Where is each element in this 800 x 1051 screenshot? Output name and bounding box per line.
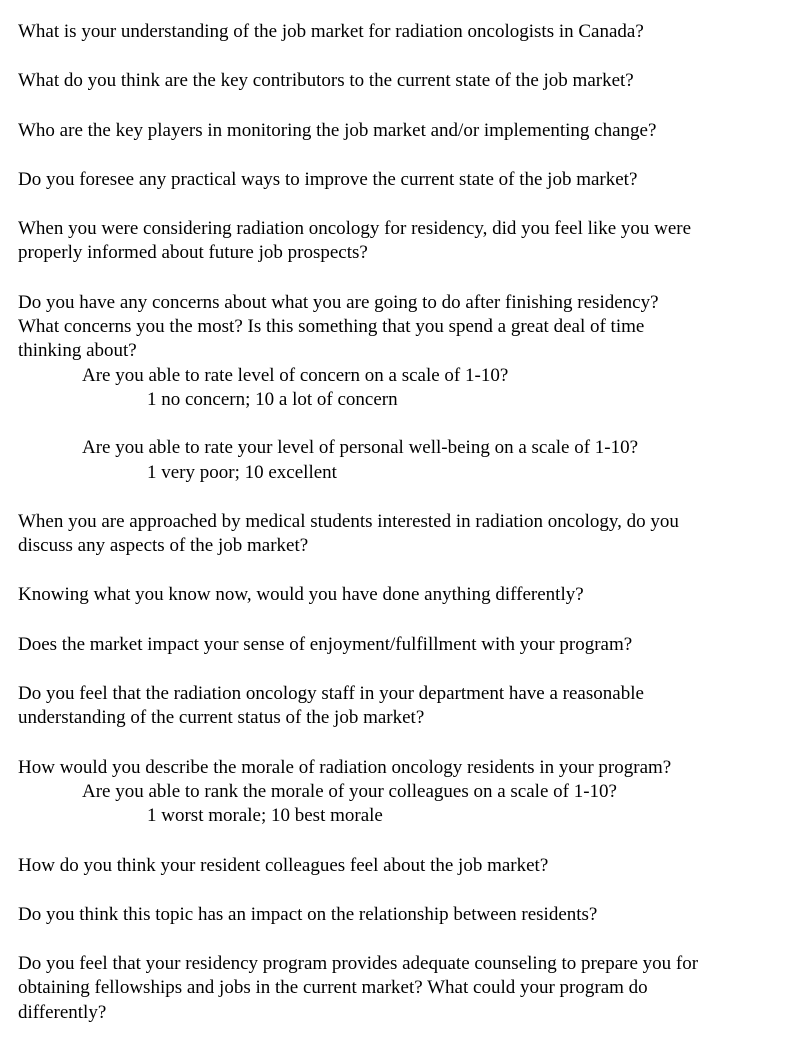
question-6: [18, 291, 788, 485]
question-text: Knowing what you know now, would you have done anything differently?: [18, 584, 584, 606]
question-13: [18, 903, 788, 927]
question-11: [18, 756, 788, 829]
question-text: When you are approached by medical students interested in radiation oncology, do you: [18, 510, 679, 532]
question-4: [18, 168, 788, 192]
interview-questions-document: [18, 20, 788, 1050]
question-text: thinking about?: [18, 340, 137, 362]
question-text: Who are the key players in monitoring the job market and/or implementing change?: [18, 119, 657, 141]
question-text: When you were considering radiation oncology for residency, did you feel like you were: [18, 218, 692, 240]
question-text: How would you describe the morale of radiation oncology residents in your program?: [18, 756, 672, 778]
question-text: understanding of the current status of the job market?: [18, 707, 425, 729]
question-3: [18, 119, 788, 143]
question-text: What concerns you the most? Is this something that you spend a great deal of time: [18, 316, 645, 338]
question-14: [18, 952, 788, 1025]
question-text: What is your understanding of the job market for radiation oncologists in Canada?: [18, 21, 644, 42]
question-8: [18, 583, 788, 607]
question-text: Do you foresee any practical ways to improve the current state of the job market?: [18, 168, 638, 190]
question-12: [18, 854, 788, 878]
question-text: How do you think your resident colleagues feel about the job market?: [18, 854, 549, 876]
sub-question-morale: Are you able to rank the morale of your colleagues on a scale of 1-10?: [82, 780, 617, 802]
scale-description-well-being: 1 very poor; 10 excellent: [147, 461, 337, 483]
spacer: [18, 412, 788, 436]
question-text: Do you think this topic has an impact on the relationship between residents?: [18, 903, 598, 925]
question-text: What do you think are the key contributors to the current state of the job market?: [18, 70, 634, 92]
sub-question-concern: Are you able to rate level of concern on a scale of 1-10?: [82, 364, 509, 386]
question-9: [18, 633, 788, 657]
question-2: [18, 69, 788, 93]
question-text: differently?: [18, 1001, 107, 1023]
scale-description-morale: 1 worst morale; 10 best morale: [147, 805, 383, 827]
scale-description-concern: 1 no concern; 10 a lot of concern: [147, 388, 398, 410]
question-text: discuss any aspects of the job market?: [18, 535, 309, 557]
question-text: Does the market impact your sense of enjoyment/fulfillment with your program?: [18, 633, 633, 655]
question-text: obtaining fellowships and jobs in the current market? What could your program do: [18, 977, 648, 999]
question-text: Do you feel that the radiation oncology staff in your department have a reasonable: [18, 683, 644, 705]
question-text: Do you feel that your residency program provides adequate counseling to prepare you for: [18, 953, 699, 975]
question-1: [18, 20, 788, 44]
question-5: [18, 217, 788, 266]
question-text: Do you have any concerns about what you are going to do after finishing residency?: [18, 291, 659, 313]
question-text: properly informed about future job prospects?: [18, 242, 368, 264]
question-7: [18, 510, 788, 559]
sub-question-well-being: Are you able to rate your level of personal well-being on a scale of 1-10?: [82, 437, 639, 459]
question-10: [18, 682, 788, 731]
